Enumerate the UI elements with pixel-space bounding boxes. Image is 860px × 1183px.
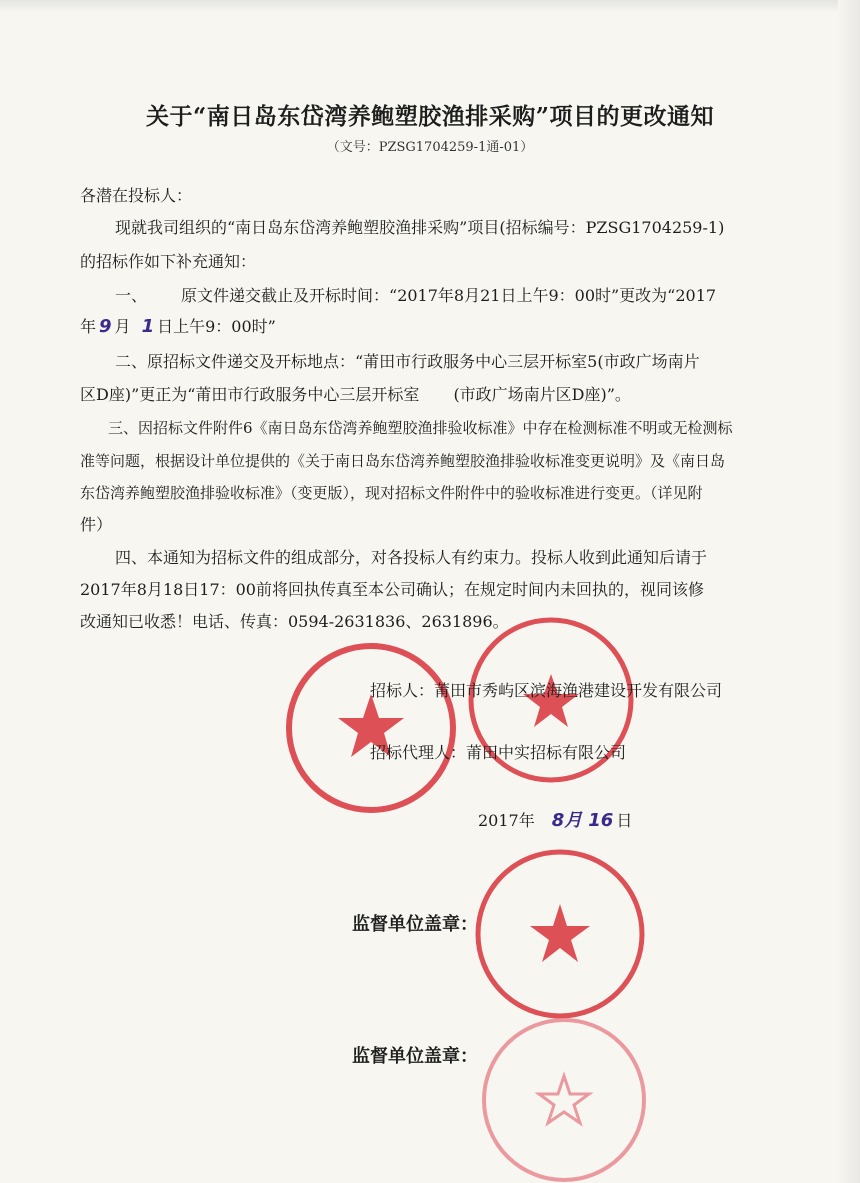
supervisor-seal-1 <box>472 846 648 1022</box>
date-year: 2017年 <box>478 811 535 830</box>
handwritten-day: 1 <box>141 316 155 337</box>
item-3-line-1: 三、因招标文件附件6《南日岛东岱湾养鲍塑胶渔排验收标准》中存在检测标准不明或无检测标 <box>108 419 733 437</box>
intro-line-1: 现就我司组织的“南日岛东岱湾养鲍塑胶渔排采购”项目(招标编号：PZSG1704259-1) <box>115 218 725 237</box>
item-2-line-2 <box>80 385 631 405</box>
item-4-line-2: 2017年8月18日17：00前将回执传真至本公司确认；在规定时间内未回执的，视同该修 <box>80 580 704 599</box>
item-1-number: 一、 <box>115 286 148 305</box>
item-1-text: 原文件递交截止及开标时间：“2017年8月21日上午9：00时”更改为“2017 <box>181 286 717 305</box>
supervision-label-1: 监督单位盖章： <box>352 914 478 935</box>
item-3-line-3: 东岱湾养鲍塑胶渔排验收标准》（变更版），现对招标文件附件中的验收标准进行变更。（详见附 <box>80 484 703 502</box>
handwritten-month: 9 <box>99 316 112 337</box>
page-title: 关于“南日岛东岱湾养鲍塑胶渔排采购”项目的更改通知 <box>146 103 714 130</box>
agent-seal <box>283 640 459 816</box>
item-4-line-1: 四、本通知为招标文件的组成部分，对各投标人有约束力。投标人收到此通知后请于 <box>115 548 708 567</box>
date-day-char: 日 <box>616 811 633 830</box>
supervision-label-2: 监督单位盖章： <box>352 1046 478 1067</box>
scan-edge-top <box>0 0 860 12</box>
tenderer-line: 招标人：莆田市秀屿区滨海渔港建设开发有限公司 <box>370 681 723 700</box>
scan-edge-right <box>838 0 860 1183</box>
handwritten-date-month: 8月 <box>551 810 583 831</box>
intro-line-2: 的招标作如下补充通知： <box>80 252 257 271</box>
item-1-line-2 <box>80 317 276 337</box>
item-1-rest: 日上午9：00时” <box>157 317 276 336</box>
salutation: 各潜在投标人： <box>80 186 193 205</box>
supervisor-seal-2 <box>476 1010 652 1183</box>
item-3-line-2: 准等问题，根据设计单位提供的《关于南日岛东岱湾养鲍塑胶渔排验收标准变更说明》及《南日岛 <box>80 452 726 470</box>
handwritten-date-day: 16 <box>588 810 614 831</box>
item-4-line-3: 改通知已收悉！电话、传真：0594-2631836、2631896。 <box>80 612 509 631</box>
agent-line: 招标代理人：莆田中实招标有限公司 <box>370 743 627 762</box>
item-3-line-4: 件） <box>80 515 113 534</box>
signature-date <box>478 806 632 832</box>
item-1-year-char: 年 <box>80 317 97 336</box>
document-number: （文号：PZSG1704259-1通-01） <box>326 140 534 155</box>
item-2-line-1: 二、原招标文件递交及开标地点：“莆田市行政服务中心三层开标室5(市政广场南片 <box>115 352 700 371</box>
item-2-line-2b: (市政广场南片区D座)”。 <box>453 385 631 404</box>
item-1-line-1 <box>115 286 716 306</box>
item-1-month-char: 月 <box>114 317 131 336</box>
item-2-line-2a: 区D座)”更正为“莆田市行政服务中心三层开标室 <box>80 385 420 404</box>
